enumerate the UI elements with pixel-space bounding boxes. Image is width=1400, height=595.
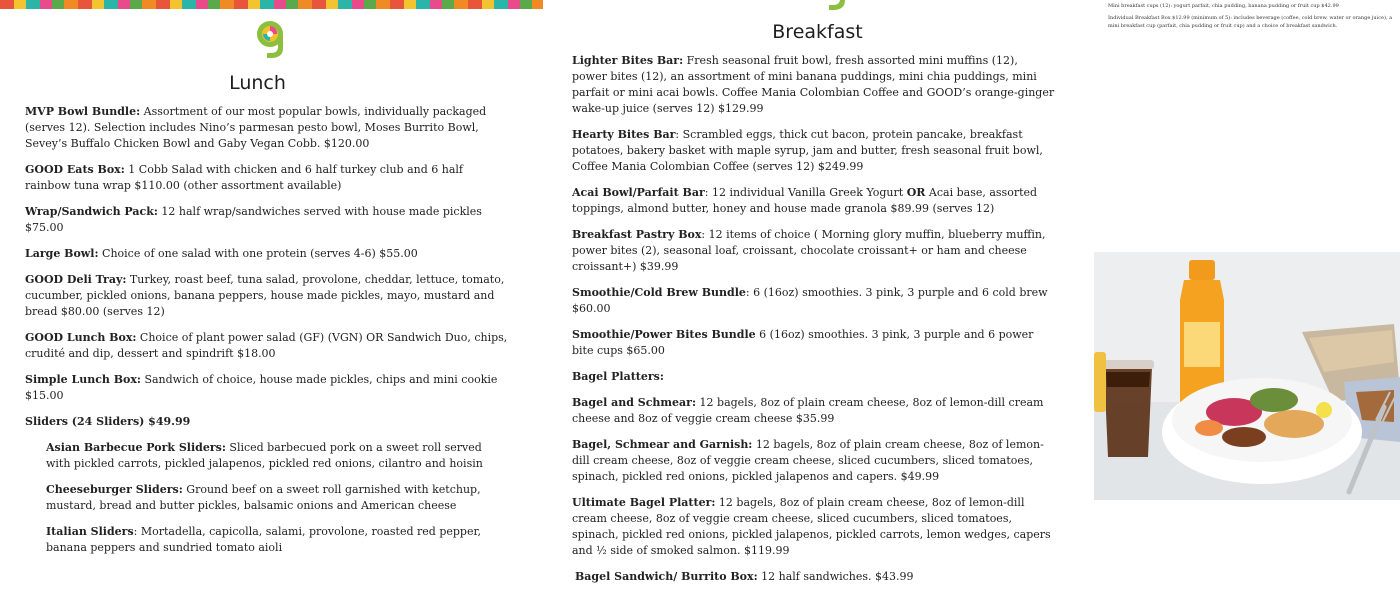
menu-item: Simple Lunch Box: Sandwich of choice, house made pickles, chips and mini cookie $15.00 bbox=[25, 373, 498, 402]
side-notes bbox=[1108, 2, 1393, 34]
food-photo bbox=[1094, 252, 1400, 500]
menu-item: Bagel Sandwich/ Burrito Box: 12 half sandwiches. $43.99 bbox=[575, 570, 914, 583]
menu-item: GOOD Deli Tray: Turkey, roast beef, tuna salad, provolone, cheddar, lettuce, tomato, cucumber, pickled onions, banana peppers, house made pickles, mayo, mustard and bread $80.00 (serves 12) bbox=[25, 273, 505, 318]
menu-item: Breakfast Pastry Box: 12 items of choice ( Morning glory muffin, blueberry muffin, power bites (2), seasonal loaf, croissant, chocolate croissant+ or ham and cheese croissant+) $39.99 bbox=[572, 228, 1046, 273]
menu-item: Bagel and Schmear: 12 bagels, 8oz of plain cream cheese, 8oz of lemon-dill cream cheese and 8oz of veggie cream cheese $35.99 bbox=[572, 396, 1044, 425]
lunch-menu bbox=[25, 104, 508, 566]
side-note: Individual Breakfast Box $12.99 (minimum of 5): includes beverage (coffee, cold brew, water or orange juice), a mini breakfast cup (parfait, chia pudding or fruit cup) and a choice of breakfast sandwich. bbox=[1108, 15, 1393, 29]
breakfast-title: Breakfast bbox=[772, 21, 863, 43]
menu-item: Acai Bowl/Parfait Bar: 12 individual Vanilla Greek Yogurt OR Acai base, assorted toppings, almond butter, honey and house made granola $89.99 (serves 12) bbox=[572, 186, 1038, 215]
brand-logo-icon bbox=[817, 0, 847, 12]
slider-item: Italian Sliders: Mortadella, capicolla, salami, provolone, roasted red pepper, banana peppers and sundried tomato aioli bbox=[46, 525, 482, 554]
menu-item-heading: Sliders (24 Sliders) $49.99 bbox=[25, 415, 191, 428]
menu-item: Smoothie/Cold Brew Bundle: 6 (16oz) smoothies. 3 pink, 3 purple and 6 cold brew $60.00 bbox=[572, 286, 1048, 315]
menu-item: Large Bowl: Choice of one salad with one protein (serves 4-6) $55.00 bbox=[25, 247, 418, 260]
menu-item: Smoothie/Power Bites Bundle 6 (16oz) smoothies. 3 pink, 3 purple and 6 power bite cups $65.00 bbox=[572, 328, 1034, 357]
menu-item: MVP Bowl Bundle: Assortment of our most popular bowls, individually packaged (serves 12). Selection includes Nino’s parmesan pesto bowl, Moses Burrito Bowl, Sevey’s Buffalo Chicken Bowl and Gaby Vegan Cobb. $120.00 bbox=[25, 105, 487, 150]
menu-item: Hearty Bites Bar: Scrambled eggs, thick cut bacon, protein pancake, breakfast potatoes, bakery basket with maple syrup, jam and butter, fresh seasonal fruit bowl, Coffee Mania Colombian Coffee (serves 12) $249.99 bbox=[572, 128, 1043, 173]
menu-item: Ultimate Bagel Platter: 12 bagels, 8oz of plain cream cheese, 8oz of lemon-dill cream cheese, 8oz of veggie cream cheese, sliced cucumbers, sliced tomatoes, spinach, pickled red onions, pickled jalapenos, pickled carrots, lemon wedges, capers and ½ side of smoked salmon. $119.99 bbox=[572, 496, 1051, 557]
breakfast-menu bbox=[572, 53, 1055, 595]
lunch-title: Lunch bbox=[229, 72, 286, 94]
menu-item: Wrap/Sandwich Pack: 12 half wrap/sandwiches served with house made pickles $75.00 bbox=[25, 205, 482, 234]
menu-item: Lighter Bites Bar: Fresh seasonal fruit bowl, fresh assorted mini muffins (12), power bites (12), an assortment of mini banana puddings, mini chia puddings, mini parfait or mini acai bowls. Coffee Mania Colombian Coffee and GOOD’s orange-ginger wake-up juice (serves 12) $129.99 bbox=[572, 54, 1055, 115]
menu-item: Bagel, Schmear and Garnish: 12 bagels, 8oz of plain cream cheese, 8oz of lemon-dill cream cheese, 8oz of veggie cream cheese, sliced cucumbers, sliced tomatoes, spinach, pickled red onions, pickled jalapenos and capers. $49.99 bbox=[572, 438, 1044, 483]
salad-bowl-icon bbox=[1162, 378, 1362, 484]
slider-item: Asian Barbecue Pork Sliders: Sliced barbecued pork on a sweet roll served with pickled carrots, pickled jalapenos, pickled red onions, cilantro and hoisin bbox=[46, 441, 483, 470]
slider-item: Cheeseburger Sliders: Ground beef on a sweet roll garnished with ketchup, mustard, bread and butter pickles, balsamic onions and American cheese bbox=[46, 483, 481, 512]
side-note: Mini breakfast cups (12): yogurt parfait, chia pudding, banana pudding or fruit cup $42.99 bbox=[1108, 3, 1339, 9]
menu-item-heading: Bagel Platters: bbox=[572, 370, 664, 383]
menu-item: GOOD Eats Box: 1 Cobb Salad with chicken and 6 half turkey club and 6 half rainbow tuna wrap $110.00 (other assortment available) bbox=[25, 163, 463, 192]
menu-item: GOOD Lunch Box: Choice of plant power salad (GF) (VGN) OR Sandwich Duo, chips, crudité and dip, dessert and spindrift $18.00 bbox=[25, 331, 508, 360]
pattern-banner bbox=[0, 0, 543, 9]
brand-logo-icon bbox=[255, 20, 285, 60]
iced-coffee-icon bbox=[1102, 360, 1154, 457]
